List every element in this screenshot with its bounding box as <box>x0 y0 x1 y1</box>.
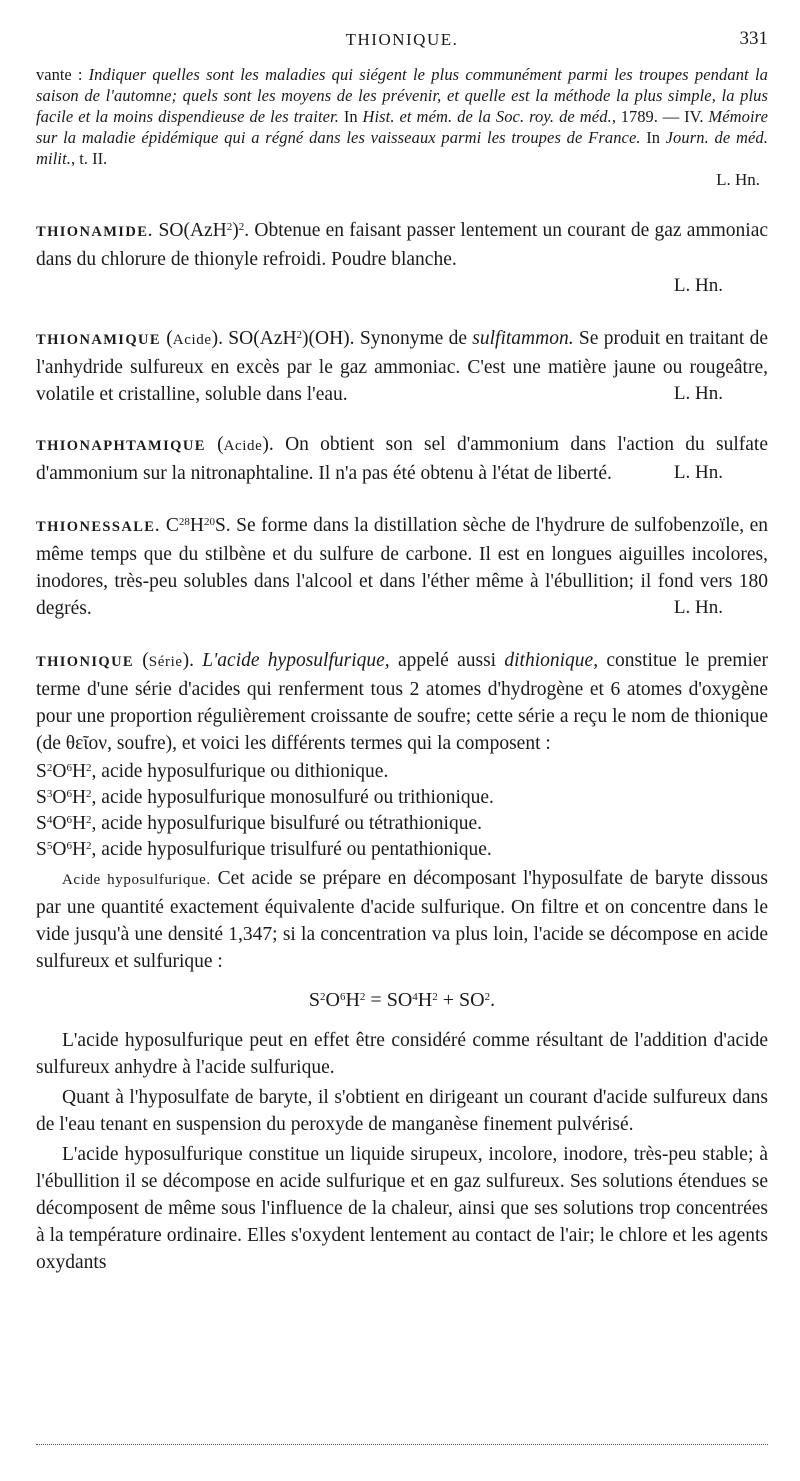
entry-text: appelé aussi <box>389 650 505 671</box>
formula-text: O <box>52 839 67 860</box>
formula-text: O <box>52 787 67 808</box>
thionaphtamique-signature: L. Hn. <box>673 462 723 483</box>
intro-text: In <box>640 128 666 147</box>
entry-text: constitue le premier terme d'une série d'acides qui renferment tous 2 atomes d'hydrogène et 6 atomes d'oxygène pour une proportion régulièrement croissante de soufre; cette série a reçu le nom de thionique (de θεῖον, soufre), et voici les différents termes qui la composent : <box>36 650 769 754</box>
formula-text: )(OH). Synonyme de <box>302 328 473 349</box>
formula-text: C <box>160 515 179 536</box>
formula-sup: 6 <box>66 814 72 826</box>
series-name: , acide hyposulfurique monosulfuré ou trithionique. <box>91 787 494 808</box>
entry-thionamide <box>36 217 768 299</box>
headword: THIONAPHTAMIQUE <box>36 438 206 454</box>
intro-italic: Indiquer quelles sont les maladies qui siégent le plus communément parmi les troupes pendant la saison de l'automne; quels sont les moyens de les prévenir, et quelle est la méthode la plus simple, la plus facile et la moins dispendieuse de les traiter. <box>36 65 768 126</box>
series-name: , acide hyposulfurique ou dithionique. <box>91 761 389 782</box>
formula-text: . <box>490 989 496 1011</box>
formula-sup: 4 <box>46 814 53 826</box>
thionique-paragraph: THIONIQUE (Série). L'acide hyposulfurique, appelé aussi dithionique, constitue le premier terme d'une série d'acides qui renferment tous 2 atomes d'hydrogène et 6 atomes d'oxygène pour une proportion régulièrement croissante de soufre; cette série a reçu le nom de thionique (de θεῖον, soufre), et voici les différents termes qui la composent : <box>36 650 769 754</box>
intro-text: , 1789. — IV. <box>611 107 709 126</box>
formula-text: H <box>71 787 87 808</box>
intro-paragraph <box>36 64 768 169</box>
running-title: THIONIQUE. <box>345 30 459 49</box>
formula-text: SO <box>386 989 413 1011</box>
entry-thionessale <box>36 512 768 621</box>
synonym-italic: sulfitammon. <box>472 328 574 349</box>
formula-text: H <box>71 839 87 860</box>
headword: THIONAMIQUE <box>36 332 161 348</box>
formula-sup: 2 <box>226 221 233 233</box>
section-label: Acide hyposulfurique. <box>62 872 211 888</box>
entry-text: . Obtenue en faisant passer lentement un courant de gaz ammoniac dans du chlorure de thionyle refroidi. Poudre blanche. <box>36 220 769 270</box>
series-name: , acide hyposulfurique trisulfuré ou pentathionique. <box>91 839 492 860</box>
body-paragraph: L'acide hyposulfurique constitue un liquide sirupeux, incolore, inodore, très-peu stable; à l'ébullition il se décompose en acide sulfurique et en gaz sulfureux. Ses solutions étendues se décomposent de même sous l'influence de la chaleur, ainsi que ses solutions trop concentrées à la température ordinaire. Elles s'oxydent lentement au contact de l'air; le chlore et les agents oxydants <box>36 1144 768 1273</box>
formula-text: S <box>36 787 47 808</box>
headword: THIONAMIDE. <box>36 224 154 240</box>
page-header <box>36 0 768 52</box>
formula-sup: 20 <box>203 516 215 528</box>
entry-text: ). On obtient son sel d'ammonium dans l'action du sulfate d'ammonium sur la nitronaphtaline. Il n'a pas été obtenu à l'état de liberté. <box>36 434 769 484</box>
series-name: , acide hyposulfurique bisulfuré ou tétrathionique. <box>91 813 482 834</box>
thionamique-paragraph: THIONAMIQUE (Acide). SO(AzH$^2$)(OH). Synonyme de sulfitammon. Se produit en traitant de l'anhydride sulfureux en excès par le gaz ammoniac. C'est une matière jaune ou rougeâtre, volatile et cristalline, soluble dans l'eau. <box>36 328 769 405</box>
formula-sup: 6 <box>66 762 72 774</box>
thionamide-signature: L. Hn. <box>673 275 723 296</box>
intro-italic: Hist. et mém. de la Soc. roy. de méd. <box>362 107 612 126</box>
intro-text: In <box>339 107 363 126</box>
formula-sup: 6 <box>66 788 72 800</box>
formula-sup: 3 <box>46 788 53 800</box>
formula-sup: 2 <box>86 840 92 852</box>
intro-entry <box>36 64 768 191</box>
thionaphtamique-paragraph: THIONAPHTAMIQUE (Acide). On obtient son sel d'ammonium dans l'action du sulfate d'ammonium sur la nitronaphtaline. Il n'a pas été obtenu à l'état de liberté. <box>36 434 769 484</box>
formula-text: H <box>345 989 360 1011</box>
formula-text: SO <box>459 989 485 1011</box>
formula-text: S <box>36 761 47 782</box>
formula-operator: + <box>437 989 460 1011</box>
formula-sup: 2 <box>238 221 245 233</box>
entry-text: ). <box>182 650 203 671</box>
entry-text: Se forme dans la distillation sèche de l'hydrure de sulfobenzoïle, en même temps que du stilbène et du sulfure de carbone. Il est en longues aiguilles incolores, inodores, très-peu solubles dans l'alcool et dans l'éther même à l'ébullition; il fond vers 180 degrés. <box>36 515 768 619</box>
thionessale-signature: L. Hn. <box>673 597 723 618</box>
headword-kind: Acide <box>172 332 212 348</box>
formula-sup: 2 <box>359 991 366 1003</box>
formula-sup: 2 <box>296 329 303 341</box>
entry-italic: dithionique, <box>504 650 599 671</box>
formula-sup: 4 <box>412 991 418 1003</box>
thionamide-paragraph <box>36 217 768 273</box>
formula-sup: 5 <box>46 840 53 852</box>
series-item <box>36 811 768 837</box>
formula-text: H <box>71 813 87 834</box>
formula-text: S <box>36 813 47 834</box>
formula-text: H <box>71 761 87 782</box>
formula-sup: 2 <box>86 762 92 774</box>
formula-text: O <box>52 761 67 782</box>
headword-kind: Acide <box>223 438 263 454</box>
footer-rule <box>36 1444 768 1445</box>
formula-text: S <box>36 839 47 860</box>
formula-text: O <box>325 989 340 1011</box>
formula-text: ) <box>232 220 239 241</box>
entry-italic: L'acide hyposulfurique, <box>202 650 390 671</box>
page <box>36 0 768 1276</box>
formula-text: S. <box>214 515 231 536</box>
entry-thionamique <box>36 325 768 407</box>
formula-sup: 28 <box>178 516 190 528</box>
body-paragraph: Quant à l'hyposulfate de baryte, il s'obtient en dirigeant un courant d'acide sulfureux dans de l'eau tenant en suspension du peroxyde de manganèse finement pulvérisé. <box>36 1087 768 1135</box>
entry-text: Se produit en traitant de l'anhydride sulfureux en excès par le gaz ammoniac. C'est une matière jaune ou rougeâtre, volatile et cristalline, soluble dans l'eau. <box>36 328 769 405</box>
formula-sup: 2 <box>320 991 326 1003</box>
formula-sup: 2 <box>86 814 92 826</box>
formula-operator: = <box>365 989 387 1011</box>
formula-text: ). SO(AzH <box>211 328 297 349</box>
entry-text: Cet acide se prépare en décomposant l'hyposulfate de baryte dissous par une quantité exactement équivalente d'acide sulfurique. On filtre et on concentre dans le vide jusqu'à une densité 1,347; si la concentration va plus loin, l'acide se décompose en acide sulfureux et sulfurique : <box>36 868 768 972</box>
hyposulfurique-paragraph <box>36 865 768 975</box>
headword: THIONESSALE. <box>36 519 161 535</box>
headword-kind: Série <box>148 654 183 670</box>
series-item <box>36 837 768 863</box>
formula-text: H <box>417 989 433 1011</box>
formula-text: S <box>308 989 321 1011</box>
formula-sup: 2 <box>86 788 92 800</box>
entry-thionaphtamique <box>36 431 768 486</box>
page-number: 331 <box>739 28 768 49</box>
series-list <box>36 759 768 863</box>
formula-sup: 6 <box>339 991 346 1003</box>
intro-text: vante : <box>36 65 89 84</box>
formula-sup: 2 <box>46 762 53 774</box>
entry-thionique <box>36 647 768 1276</box>
series-item <box>36 785 768 811</box>
thionamique-signature: L. Hn. <box>673 383 723 404</box>
formula-text: O <box>52 813 67 834</box>
formula-text: H <box>189 515 204 536</box>
intro-signature: L. Hn. <box>716 170 760 189</box>
formula-sup: 2 <box>484 991 491 1003</box>
intro-text: , t. II. <box>70 149 108 168</box>
formula-text: SO(AzH <box>153 220 227 241</box>
intro-italic: Journ. de méd. milit. <box>36 128 768 168</box>
headword: THIONIQUE <box>36 654 135 670</box>
series-item <box>36 759 768 785</box>
decomposition-equation <box>36 983 768 1017</box>
intro-italic: Mémoire sur la maladie épidémique qui a régné dans les vaisseaux parmi les troupes de France. <box>36 107 768 147</box>
body-paragraph: L'acide hyposulfurique peut en effet être considéré comme résultant de l'addition d'acide sulfureux anhydre à l'acide sulfurique. <box>36 1030 768 1078</box>
formula-sup: 2 <box>432 991 438 1003</box>
formula-sup: 6 <box>66 840 72 852</box>
